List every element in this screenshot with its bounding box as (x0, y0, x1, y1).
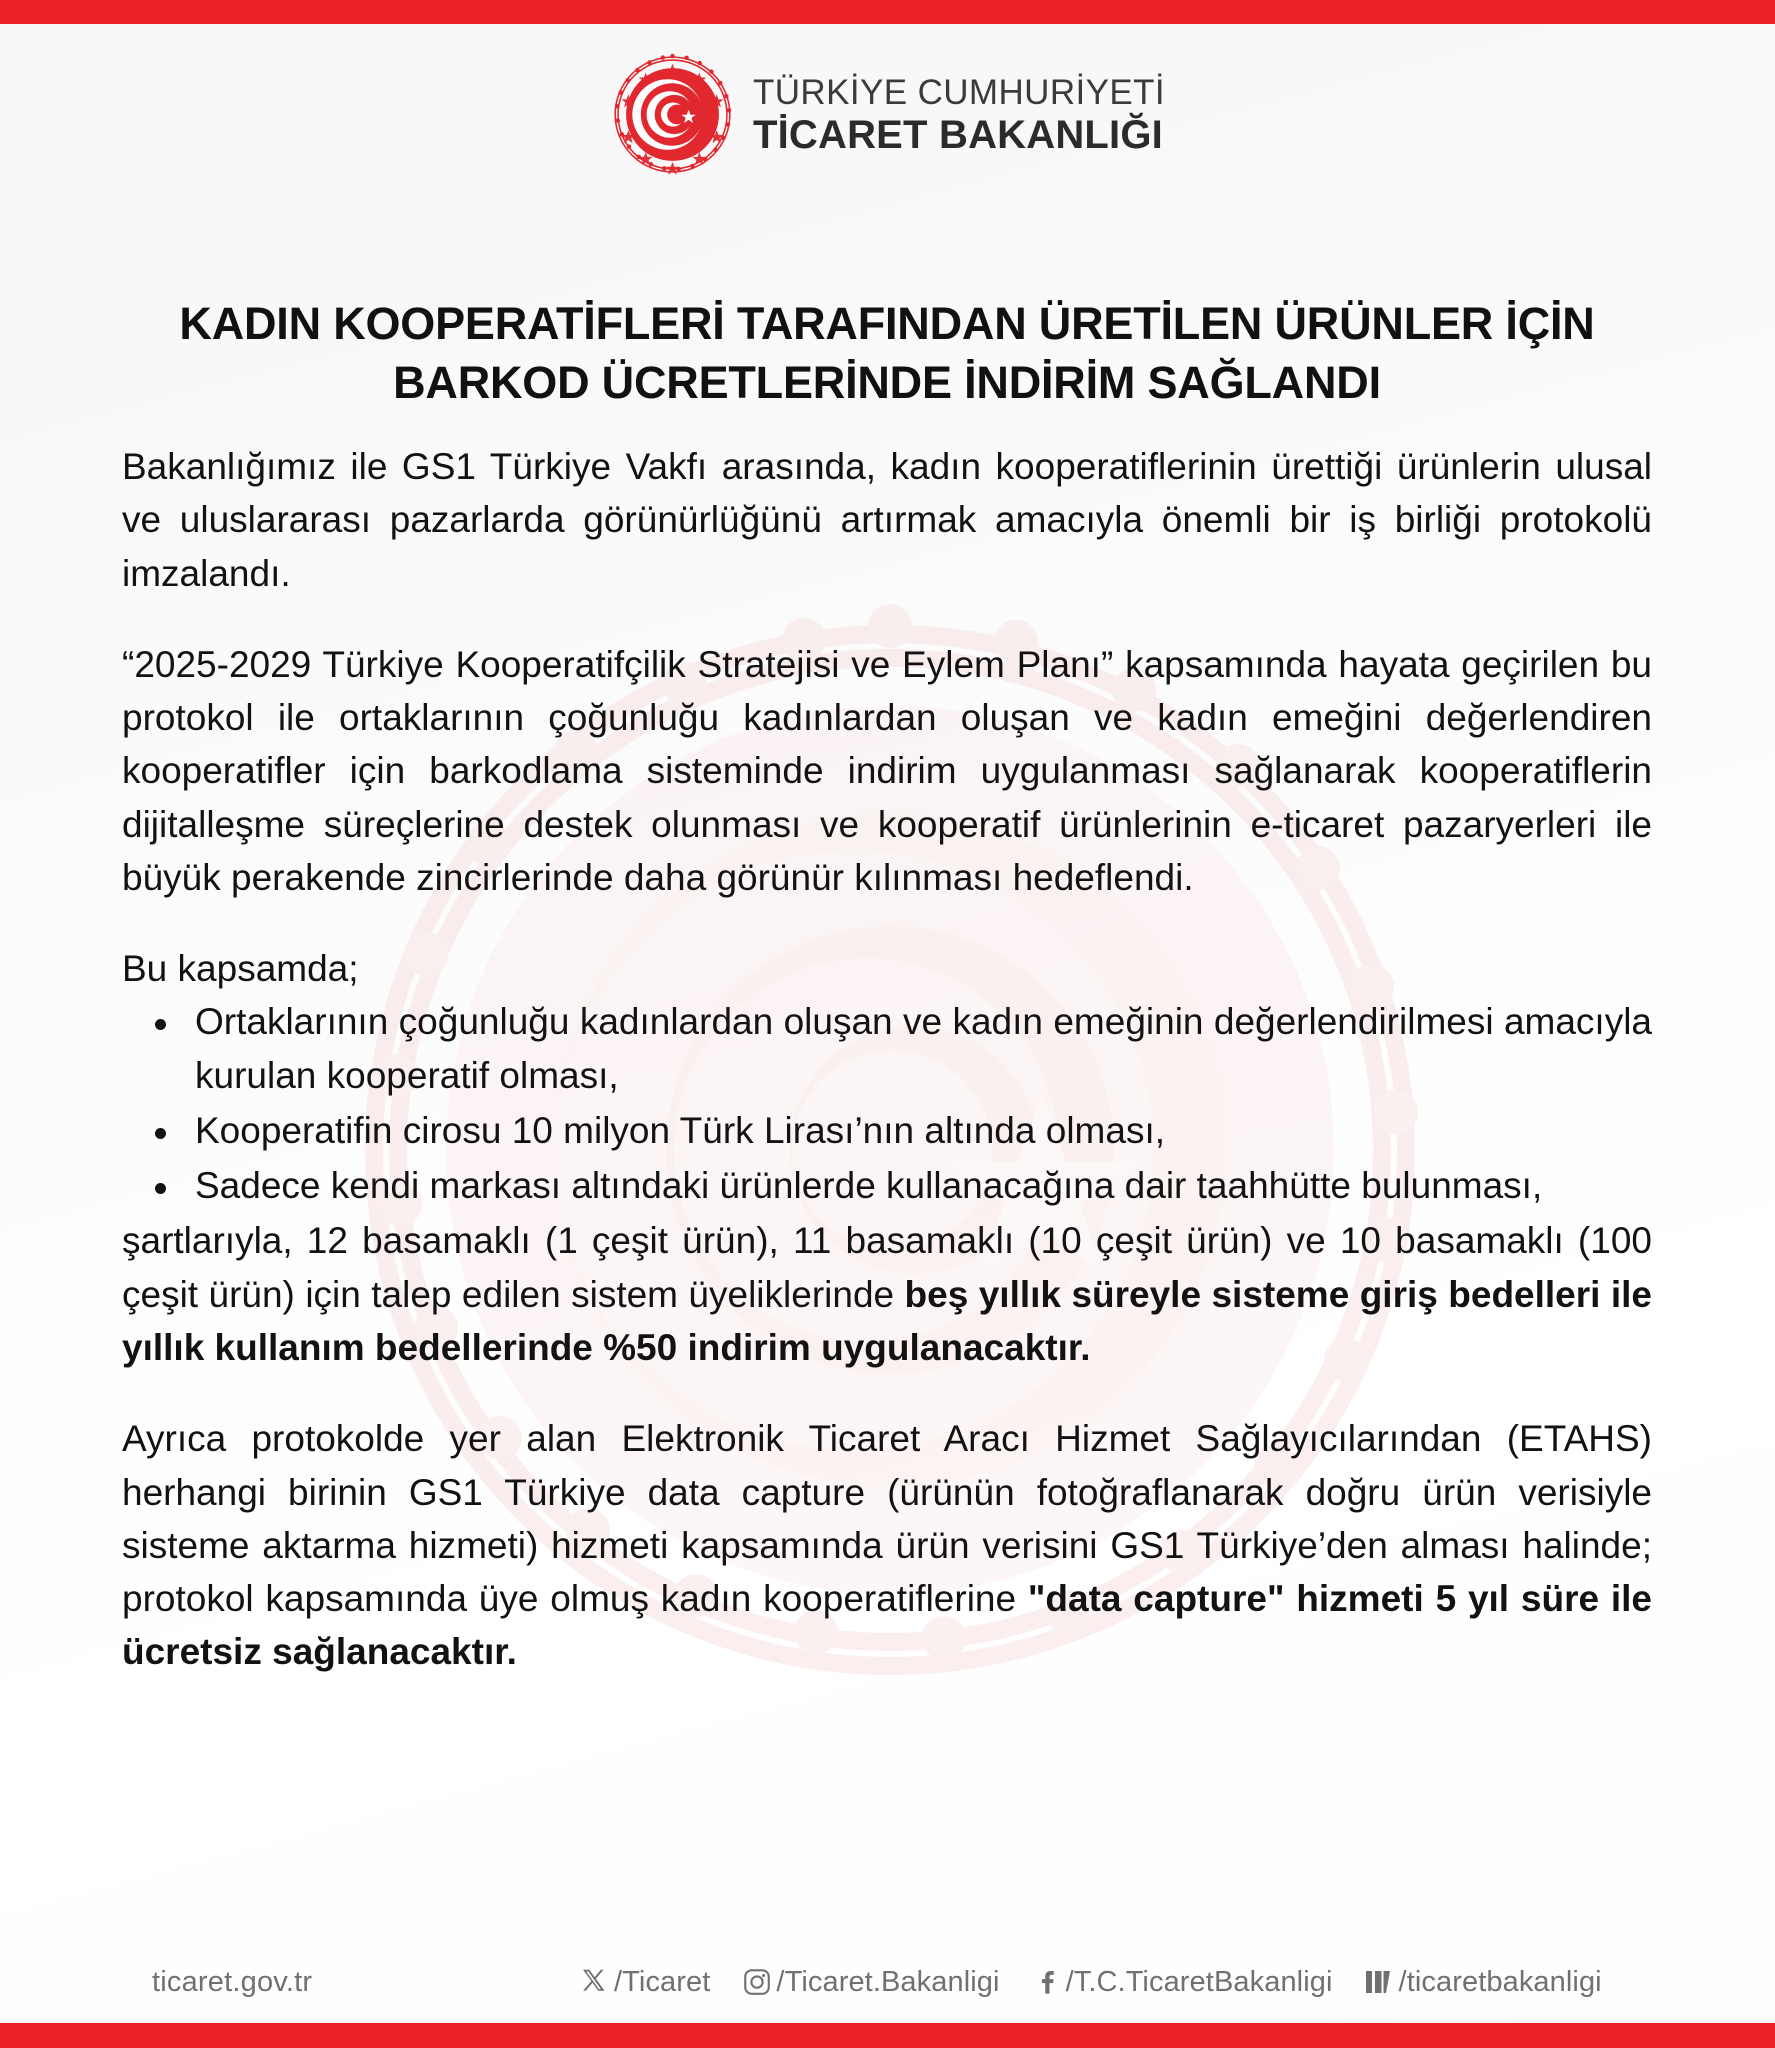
ministry-logo-header (0, 52, 1775, 177)
logo-line-republic: TÜRKİYE CUMHURİYETİ (752, 72, 1166, 112)
social-handle: /Ticaret (614, 1965, 711, 1998)
top-red-bar (0, 0, 1775, 24)
list-intro: Bu kapsamda; (122, 948, 359, 990)
social-link-instagram[interactable] (740, 1965, 999, 1999)
nsosyal-icon (1363, 1965, 1397, 1999)
facebook-icon (1030, 1965, 1064, 1999)
data-capture-text-normal: Ayrıca protokolde yer alan Elektronik Ticaret Aracı Hizmet Sağlayıcılarından (ETAHS) herhangi birinin GS1 Türkiye data capture (ürünün fotoğraflanarak doğru ürün verisiyle sisteme aktarma hizmeti) hizmeti kapsamında ürün verisini GS1 Türkiye’den alması halinde; protokol kapsamında üye olmuş kadın kooperatiflerine (122, 1418, 1652, 1620)
data-capture-text-bold: "data capture" hizmeti 5 yıl süre ile ücretsiz sağlanacaktır. (122, 1578, 1652, 1673)
document-body (122, 440, 1652, 1679)
paragraph-data-capture (122, 1412, 1652, 1678)
social-link-facebook[interactable] (1030, 1965, 1333, 1999)
social-link-x[interactable] (578, 1965, 710, 1999)
conditions-list (122, 995, 1652, 1212)
social-link-nsosyal[interactable] (1363, 1965, 1602, 1999)
x-twitter-icon (578, 1965, 612, 1999)
paragraph-discount (122, 1214, 1652, 1374)
footer-website[interactable]: ticaret.gov.tr (152, 1965, 313, 1998)
list-item: Ortaklarının çoğunluğu kadınlardan oluşan ve kadın emeğinin değerlendirilmesi amacıyla kurulan kooperatif olması, (122, 995, 1652, 1102)
logo-line-ministry: TİCARET BAKANLIĞI (752, 112, 1163, 157)
social-handle: /ticaretbakanligi (1398, 1965, 1602, 1998)
discount-text-bold: beş yıllık süreyle sisteme giriş bedelleri ile yıllık kullanım bedellerinde %50 indirim uygulanacaktır. (122, 1273, 1653, 1368)
paragraph-strategy: “2025-2029 Türkiye Kooperatifçilik Stratejisi ve Eylem Planı” kapsamında hayata geçirilen bu protokol ile ortaklarının çoğunluğu kadınlardan oluşan ve kadın emeğini değerlendiren kooperatifler için barkodlama sisteminde indirim uygulanması sağlanarak kooperatiflerin dijitalleşme süreçlerine destek olunması ve kooperatif ürünlerinin e-ticaret pazaryerleri ile büyük perakende zincirlerinde daha görünür kılınması hedeflendi. (122, 643, 1652, 898)
footer (0, 1952, 1775, 2012)
page-title: KADIN KOOPERATİFLERİ TARAFINDAN ÜRETİLEN ÜRÜNLER İÇİN BARKOD ÜCRETLERİNDE İNDİRİM SAĞLANDI (179, 298, 1595, 408)
instagram-icon (740, 1965, 774, 1999)
paragraph-intro: Bakanlığımız ile GS1 Türkiye Vakfı arasında, kadın kooperatiflerinin ürettiği ürünlerin ulusal ve uluslararası pazarlarda görünürlüğünü artırmak amacıyla önemli bir iş birliği protokolü imzalandı. (122, 446, 1652, 594)
social-handle: /T.C.TicaretBakanligi (1065, 1965, 1333, 1998)
list-item: Kooperatifin cirosu 10 milyon Türk Lirası’nın altında olması, (122, 1104, 1652, 1157)
discount-text-normal: şartlarıyla, 12 basamaklı (1 çeşit ürün), 11 basamaklı (10 çeşit ürün) ve 10 basamaklı (100 çeşit ürün) için talep edilen sistem üyeliklerinde (122, 1220, 1652, 1315)
bottom-red-bar (0, 2023, 1775, 2048)
social-handle: /Ticaret.Bakanligi (776, 1965, 1000, 1998)
list-item: Sadece kendi markası altındaki ürünlerde kullanacağına dair taahhütte bulunması, (122, 1159, 1652, 1212)
turkish-republic-crescent-star-emblem-icon (610, 52, 735, 177)
footer-social-links (578, 1952, 1602, 2012)
